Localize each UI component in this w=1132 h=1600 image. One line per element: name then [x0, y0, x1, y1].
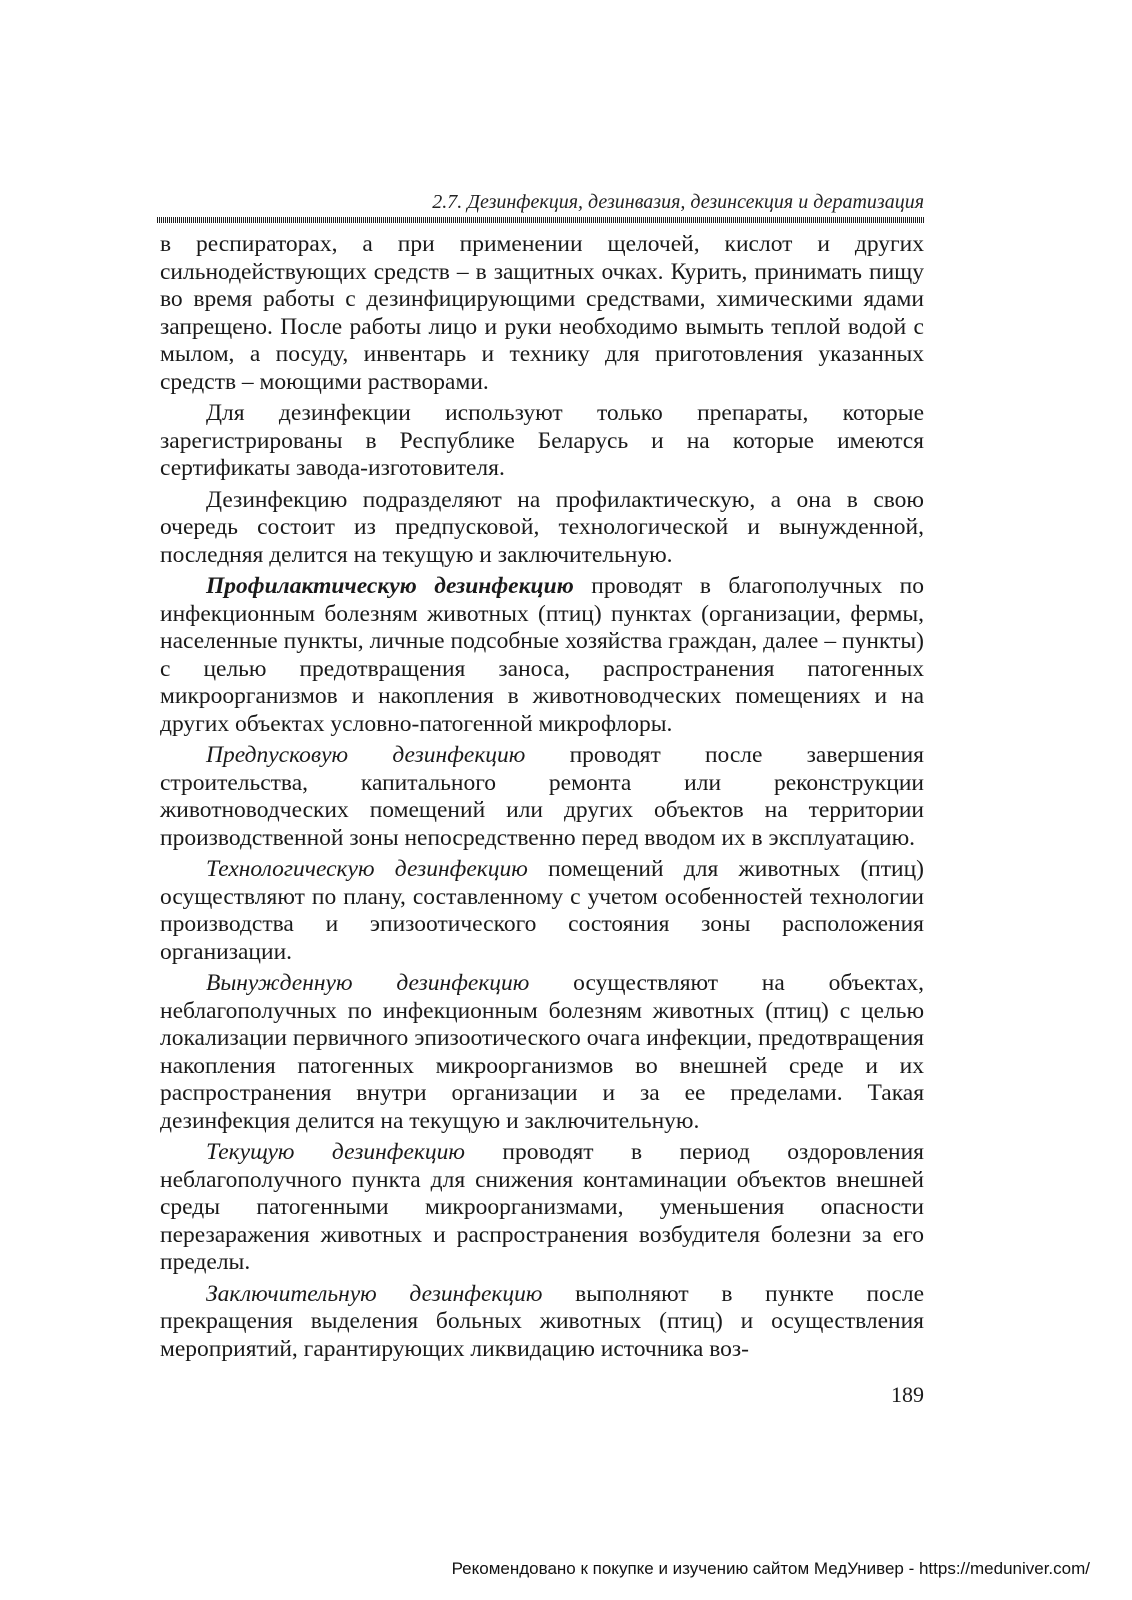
term-prestart-disinfection: Предпусковую дезинфекцию	[206, 742, 526, 768]
page-number: 189	[891, 1382, 924, 1407]
paragraph	[160, 1139, 924, 1277]
running-head: 2.7. Дезинфекция, дезинвазия, дезинсекция и дератизация	[432, 191, 924, 213]
paragraph-text: проводят в благополучных по инфекционным болезням животных (птиц) пунктах (организации, фермы, населенные пункты, личные подсобные хозяйства граждан, далее – пункты) с целью предотвращения заноса, распространения патогенных микроорганизмов и накопления в животноводческих помещениях и на других объектах условно-патогенной микрофлоры.	[160, 573, 924, 737]
paragraph	[160, 573, 924, 738]
paragraph-text: выполняют в пункте после прекращения выделения больных животных (птиц) и осуществления мероприятий, гарантирующих ликвидацию источника воз-	[160, 1280, 925, 1362]
paragraph-text: в респираторах, а при применении щелочей, кислот и других сильнодействующих средств – в защитных очках. Курить, принимать пищу во время работы с дезинфицирующими средствами, химическими ядами запрещено. После работы лицо и руки необходимо вымыть теплой водой с мылом, а посуду, инвентарь и технику для приготовления указанных средств – моющими растворами.	[160, 231, 924, 395]
paragraph-text: Дезинфекцию подразделяют на профилактическую, а она в свою очередь состоит из предпусковой, технологической и вынужденной, последняя делится на текущую и заключительную.	[160, 486, 924, 568]
paragraph-text: Для дезинфекции используют только препараты, которые зарегистрированы в Республике Беларусь и на которые имеются сертификаты завода-изготовителя.	[160, 400, 924, 481]
term-prophylactic-disinfection: Профилактическую дезинфекцию	[206, 573, 574, 599]
paragraph-text: осуществляют на объектах, неблагополучных по инфекционным болезням животных (птиц) с целью локализации первичного эпизоотического очага инфекции, предотвращения накопления патогенных микроорганизмов во внешней среде и их распространения внутри организации и за ее пределами. Такая дезинфекция делится на текущую и заключительную.	[160, 970, 924, 1134]
paragraph	[160, 231, 924, 396]
term-current-disinfection: Текущую дезинфекцию	[206, 1139, 465, 1165]
paragraph	[160, 487, 924, 570]
paragraph	[160, 1281, 924, 1364]
paragraph	[160, 742, 924, 852]
paragraph-text: проводят после завершения строительства, капитального ремонта или реконструкции животноводческих помещений или других объектов на территории производственной зоны непосредственно перед вводом их в эксплуатацию.	[160, 742, 924, 851]
term-forced-disinfection: Вынужденную дезинфекцию	[206, 970, 530, 996]
term-technological-disinfection: Технологическую дезинфекцию	[206, 856, 528, 882]
paragraph	[160, 400, 924, 483]
paragraph	[160, 856, 924, 966]
header-rule	[157, 217, 925, 223]
term-final-disinfection: Заключительную дезинфекцию	[206, 1280, 543, 1307]
paragraph	[160, 970, 924, 1135]
page-body	[160, 231, 924, 1363]
paragraph-text: проводят в период оздоровления неблагополучного пункта для снижения контаминации объектов внешней среды патогенными микроорганизмами, уменьшения опасности перезаражения животных и распространения возбудителя болезни за его пределы.	[160, 1139, 924, 1275]
paragraph-text: помещений для животных (птиц) осуществляют по плану, составленному с учетом особенностей технологии производства и эпизоотического состояния зоны расположения организации.	[160, 856, 924, 965]
footer-watermark: Рекомендовано к покупке и изучению сайтом МедУнивер - https://meduniver.com/	[451, 1559, 1090, 1578]
